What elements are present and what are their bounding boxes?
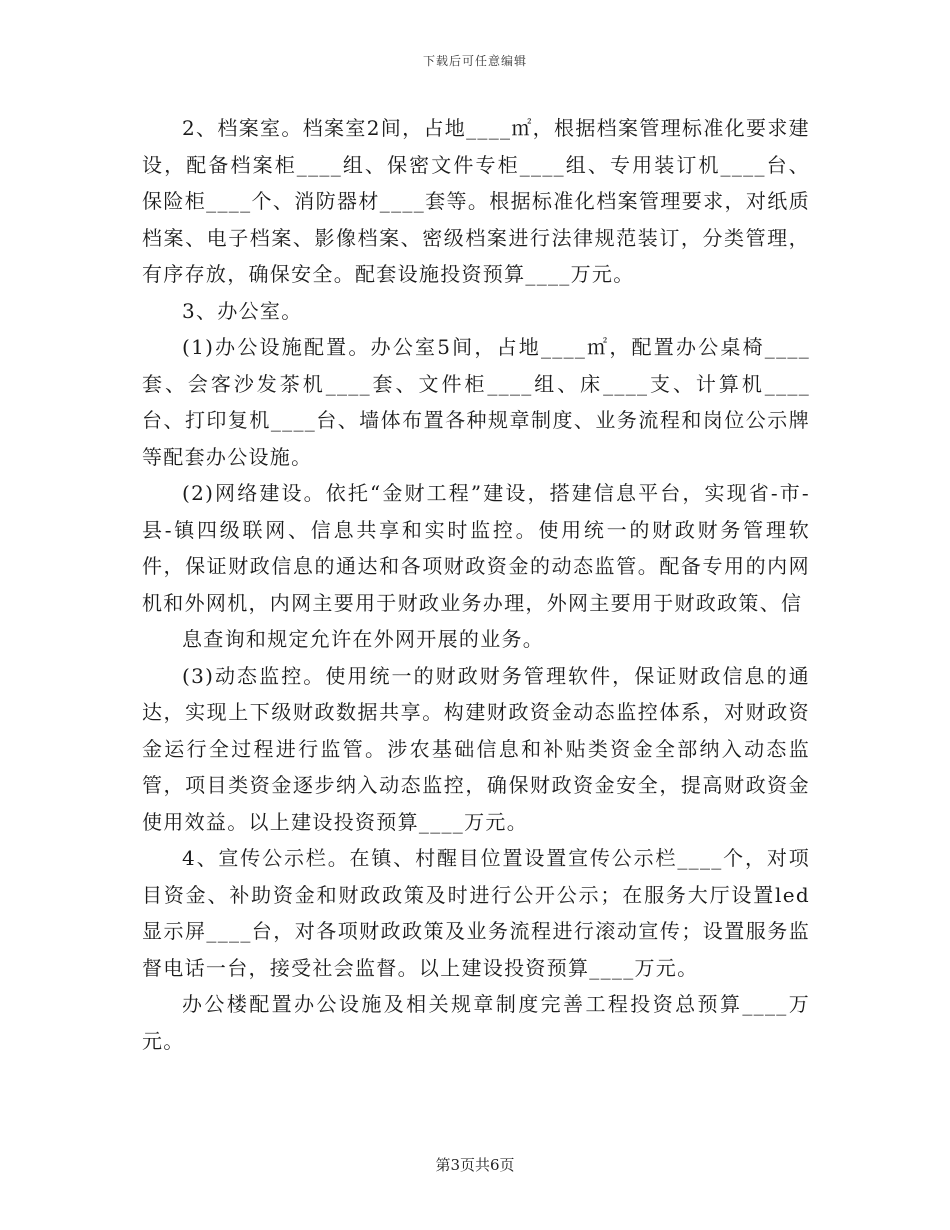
paragraph-network-continued: 息查询和规定允许在外网开展的业务。 [182, 627, 545, 651]
paragraph-dynamic-monitoring: (3)动态监控。使用统一的财政财务管理软件，保证财政信息的通达，实现上下级财政数据共享。构建财政资金动态监控体系，对财政资金运行全过程进行监管。涉农基础信息和补贴类资金全部纳入动态监管，项目类资金逐步纳入动态监控，确保财政资金安全，提高财政资金使用效益。以上建设投资预算____万元。 [142, 663, 810, 834]
paragraph-total-budget: 办公楼配置办公设施及相关规章制度完善工程投资总预算____万元。 [142, 992, 810, 1053]
paragraph-bulletin-board: 4、宣传公示栏。在镇、村醒目位置设置宣传公示栏____个，对项目资金、补助资金和财政政策及时进行公开公示；在服务大厅设置led显示屏____台，对各项财政政策及业务流程进行滚动宣传；设置服务监督电话一台，接受社会监督。以上建设投资预算____万元。 [142, 846, 810, 980]
page-number: 第3页共6页 [435, 1156, 515, 1174]
paragraph-archive-room: 2、档案室。档案室2间，占地____㎡，根据档案管理标准化要求建设，配备档案柜____组、保密文件专柜____组、专用装订机____台、保险柜____个、消防器材____套等。根据标准化档案管理要求，对纸质档案、电子档案、影像档案、密级档案进行法律规范装订，分类管理，有序存放，确保安全。配套设施投资预算____万元。 [142, 116, 810, 286]
paragraph-office-heading: 3、办公室。 [182, 298, 303, 323]
paragraph-network-construction: (2)网络建设。依托“金财工程”建设，搭建信息平台，实现省-市-县-镇四级联网、信息共享和实时监控。使用统一的财政财务管理软件，保证财政信息的通达和各项财政资金的动态监管。配备专用的内网机和外网机，内网主要用于财政业务办理，外网主要用于财政政策、信 [142, 481, 810, 615]
document-body [142, 110, 810, 1059]
page-header: 下载后可任意编辑 [422, 54, 527, 68]
paragraph-office-facilities: (1)办公设施配置。办公室5间，占地____㎡，配置办公桌椅____套、会客沙发茶机____套、文件柜____组、床____支、计算机____台、打印复机____台、墙体布置各种规章制度、业务流程和岗位公示牌等配套办公设施。 [142, 335, 810, 469]
